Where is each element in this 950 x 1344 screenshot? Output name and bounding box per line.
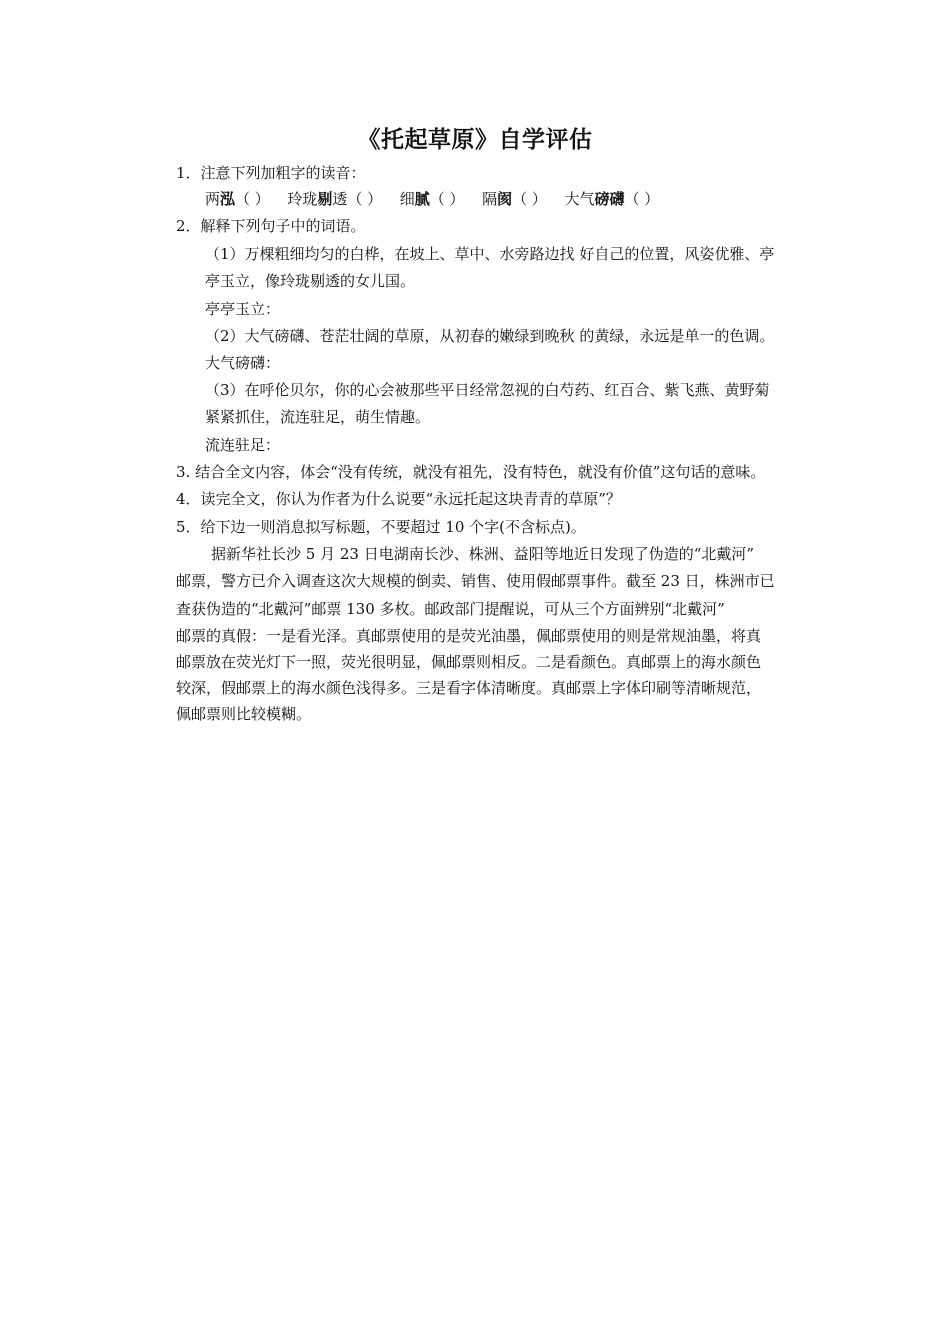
item-3: 细腻（ ） [399,190,465,208]
question-2: 2．解释下列句子中的词语。 [176,217,366,235]
sentence-2-line-1: （2）大气磅礴、苍茫壮阔的草原，从初春的嫩绿到晚秋 的黄绿，永远是单一的色调。 [205,327,775,345]
news-line: 查获伪造的“北戴河”邮票 130 多枚。邮政部门提醒说，可从三个方面辨别“北戴河” [176,600,725,618]
news-line: 佩邮票则比较模糊。 [176,705,312,723]
sentence-3-line-2: 紧紧抓住，流连驻足，萌生情趣。 [205,408,431,426]
term-1: 亭亭玉立： [205,300,281,318]
news-line: 邮票，警方已介入调查这次大规模的倒卖、销售、使用假邮票事件。截至 23 日，株洲市已 [176,572,775,590]
news-line: 邮票的真假：一是看光泽。真邮票使用的是荧光油墨，佩邮票使用的则是常规油墨，将真 [176,627,762,645]
news-line: 据新华社长沙 5 月 23 日电湖南长沙、株洲、益阳等地近日发现了伪造的“北戴河” [211,545,755,563]
news-line: 较深，假邮票上的海水颜色浅得多。三是看字体清晰度。真邮票上字体印刷等清晰规范， [176,679,762,697]
question-1: 1．注意下列加粗字的读音： [176,164,366,182]
question-5: 5．给下边一则消息拟写标题，不要超过 10 个字(不含标点)。 [176,518,586,536]
sentence-3-line-1: （3）在呼伦贝尔，你的心会被那些平日经常忽视的白芍药、红百合、紫飞燕、黄野菊 [205,381,770,399]
question-3: 3. 结合全文内容，体会“没有传统，就没有祖先，没有特色，就没有价值”这句话的意味。 [176,463,766,481]
item-2: 玲珑剔透（ ） [287,190,383,208]
sentence-1-line-2: 亭玉立，像玲珑剔透的女儿国。 [205,272,416,290]
page-title: 《托起草原》自学评估 [357,126,593,153]
item-5: 大气磅礴（ ） [564,190,660,208]
item-4: 隔阂（ ） [482,190,547,208]
item-1: 两泓（ ） [205,190,270,208]
news-line: 邮票放在荧光灯下一照，荧光很明显，佩邮票则相反。二是看颜色。真邮票上的海水颜色 [176,653,762,671]
term-2: 大气磅礴： [205,354,281,372]
sentence-1-line-1: （1）万棵粗细均匀的白桦，在坡上、草中、水旁路边找 好自己的位置，风姿优雅、亭 [205,245,775,263]
term-3: 流连驻足： [205,436,281,454]
pronunciation-items [205,189,659,209]
question-4: 4．读完全文，你认为作者为什么说要“永远托起这块青青的草原”？ [176,490,621,508]
